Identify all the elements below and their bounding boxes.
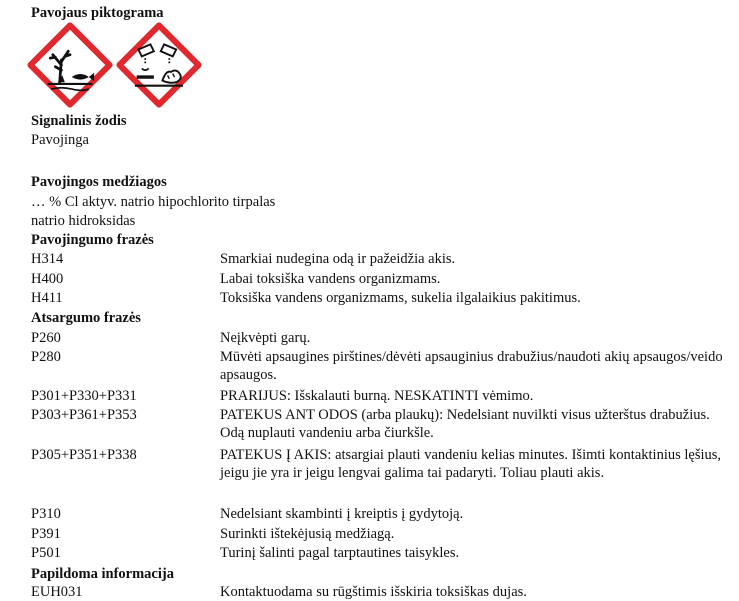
statement-code: H400 <box>31 271 64 287</box>
statement-text: Mūvėti apsaugines pirštines/dėvėti apsauginius drabužius/naudoti akių apsaugos/veido apsaugos. <box>220 349 723 383</box>
statement-code: H411 <box>31 290 63 306</box>
statement-text: PRARIJUS: Išskalauti burną. NESKATINTI vėmimo. <box>220 388 534 404</box>
signal-word: Pavojinga <box>31 132 89 148</box>
statement-text: Smarkiai nudegina odą ir pažeidžia akis. <box>220 251 456 267</box>
statement-code: P501 <box>31 545 61 561</box>
signal-word-heading: Signalinis žodis <box>31 113 127 129</box>
corrosion-hazard-icon <box>116 22 202 108</box>
statement-text: Toksiška vandens organizmams, sukelia ilgalaikius pakitimus. <box>220 290 581 306</box>
statement-code: P310 <box>31 506 61 522</box>
statement-code: H314 <box>31 251 64 267</box>
statement-text: Neįkvėpti garų. <box>220 330 311 346</box>
statement-code: EUH031 <box>31 584 83 600</box>
statement-code: P305+P351+P338 <box>31 447 137 463</box>
hazard-statements-heading: Pavojingumo frazės <box>31 232 154 248</box>
substance-item: natrio hidroksidas <box>31 213 136 229</box>
statement-code: P301+P330+P331 <box>31 388 137 404</box>
statement-text: Kontaktuodama su rūgštimis išskiria toksiškas dujas. <box>220 584 527 600</box>
environment-hazard-icon <box>27 22 113 108</box>
substance-item: … % Cl aktyv. natrio hipochlorito tirpalas <box>31 194 276 210</box>
additional-information-heading: Papildoma informacija <box>31 566 174 582</box>
statement-text: Surinkti ištekėjusią medžiagą. <box>220 526 395 542</box>
hazardous-substances-heading: Pavojingos medžiagos <box>31 174 167 190</box>
statement-code: P391 <box>31 526 61 542</box>
pictogram-heading: Pavojaus piktograma <box>31 5 164 21</box>
statement-code: P280 <box>31 349 61 365</box>
statement-code: P303+P361+P353 <box>31 407 137 423</box>
statement-text: Nedelsiant skambinti į kreiptis į gydytoją. <box>220 506 464 522</box>
statement-code: P260 <box>31 330 61 346</box>
statement-text: PATEKUS ANT ODOS (arba plaukų): Nedelsiant nuvilkti visus užterštus drabužius. Odą nuplauti vandeniu arba čiurkšle. <box>220 407 710 441</box>
statement-text: Turinį šalinti pagal tarptautines taisykles. <box>220 545 460 561</box>
statement-text: PATEKUS Į AKIS: atsargiai plauti vandeniu kelias minutes. Išimti kontaktinius lęšius, jeigu jie yra ir jeigu lengvai galima tai padaryti. Toliau plauti akis. <box>220 447 722 481</box>
precautionary-statements-heading: Atsargumo frazės <box>31 310 141 326</box>
statement-text: Labai toksiška vandens organizmams. <box>220 271 441 287</box>
